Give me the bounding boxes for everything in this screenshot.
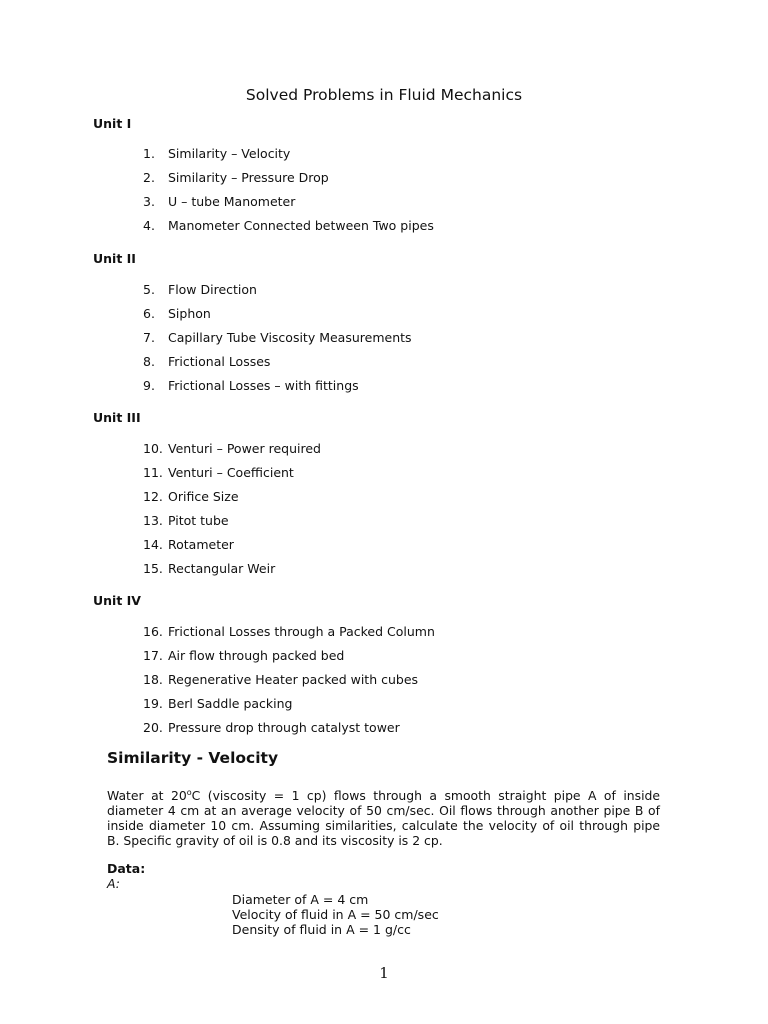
paragraph-text-start: Water at 20 <box>107 788 187 804</box>
list-item <box>143 624 435 639</box>
item-number: 7. <box>143 330 155 345</box>
item-text: Frictional Losses <box>168 354 271 369</box>
item-number: 16. <box>143 624 163 639</box>
list-item <box>143 720 400 735</box>
item-text: Berl Saddle packing <box>168 696 293 711</box>
list-item <box>143 648 344 663</box>
item-number: 1. <box>143 146 155 161</box>
item-number: 19. <box>143 696 163 711</box>
data-line: Density of fluid in A = 1 g/cc <box>232 922 411 937</box>
list-item <box>143 465 294 480</box>
item-number: 17. <box>143 648 163 663</box>
list-item <box>143 696 293 711</box>
list-item <box>143 489 239 504</box>
item-number: 4. <box>143 218 155 233</box>
data-line: Diameter of A = 4 cm <box>232 892 369 907</box>
list-item <box>143 672 418 687</box>
list-item <box>143 330 412 345</box>
item-number: 18. <box>143 672 163 687</box>
item-text: Air flow through packed bed <box>168 648 345 663</box>
degree-superscript: o <box>186 788 192 797</box>
list-item <box>143 170 329 185</box>
item-number: 12. <box>143 489 163 504</box>
item-text: Similarity – Velocity <box>168 146 291 161</box>
pipe-a-label: A: <box>107 876 120 891</box>
unit-heading-3: Unit III <box>93 410 141 425</box>
item-number: 6. <box>143 306 155 321</box>
item-text: Regenerative Heater packed with cubes <box>168 672 419 687</box>
list-item <box>143 378 359 393</box>
unit-heading-4: Unit IV <box>93 593 141 608</box>
item-number: 9. <box>143 378 155 393</box>
list-item <box>143 441 321 456</box>
item-text: Rotameter <box>168 537 234 552</box>
item-text: Manometer Connected between Two pipes <box>168 218 434 233</box>
unit-heading-1: Unit I <box>93 116 132 131</box>
list-item <box>143 194 295 209</box>
item-number: 13. <box>143 513 163 528</box>
problem-paragraph <box>107 785 660 848</box>
list-item <box>143 354 270 369</box>
item-text: Venturi – Coefficient <box>168 465 294 480</box>
list-item <box>143 561 275 576</box>
data-label: Data: <box>107 861 146 876</box>
page-number: 1 <box>379 964 389 982</box>
list-item <box>143 306 211 321</box>
item-text: Orifice Size <box>168 489 239 504</box>
item-text: U – tube Manometer <box>168 194 296 209</box>
item-number: 2. <box>143 170 155 185</box>
item-number: 5. <box>143 282 155 297</box>
item-text: Frictional Losses – with fittings <box>168 378 359 393</box>
list-item <box>143 513 229 528</box>
item-number: 10. <box>143 441 163 456</box>
item-text: Similarity – Pressure Drop <box>168 170 329 185</box>
list-item <box>143 537 234 552</box>
item-text: Siphon <box>168 306 211 321</box>
item-number: 3. <box>143 194 155 209</box>
item-number: 14. <box>143 537 163 552</box>
paragraph-text-rest: C (viscosity = 1 cp) flows through a smooth straight pipe A of inside diameter 4 cm at an average velocity of 50 cm/sec. Oil flows through another pipe B of inside diameter 10 cm. Assuming similarities, calculate the velocity of oil through pipe B. Specific gravity of oil is 0.8 and its viscosity is 2 cp. <box>107 788 660 849</box>
data-line: Velocity of fluid in A = 50 cm/sec <box>232 907 439 922</box>
list-item <box>143 146 290 161</box>
item-number: 11. <box>143 465 163 480</box>
item-text: Capillary Tube Viscosity Measurements <box>168 330 412 345</box>
page-title: Solved Problems in Fluid Mechanics <box>245 86 523 104</box>
item-text: Rectangular Weir <box>168 561 276 576</box>
unit-heading-2: Unit II <box>93 251 136 266</box>
list-item <box>143 218 434 233</box>
item-text: Pitot tube <box>168 513 229 528</box>
item-text: Pressure drop through catalyst tower <box>168 720 400 735</box>
item-number: 15. <box>143 561 163 576</box>
item-text: Flow Direction <box>168 282 257 297</box>
item-text: Venturi – Power required <box>168 441 321 456</box>
list-item <box>143 282 257 297</box>
item-text: Frictional Losses through a Packed Column <box>168 624 435 639</box>
item-number: 20. <box>143 720 163 735</box>
item-number: 8. <box>143 354 155 369</box>
section-heading: Similarity - Velocity <box>107 749 279 767</box>
